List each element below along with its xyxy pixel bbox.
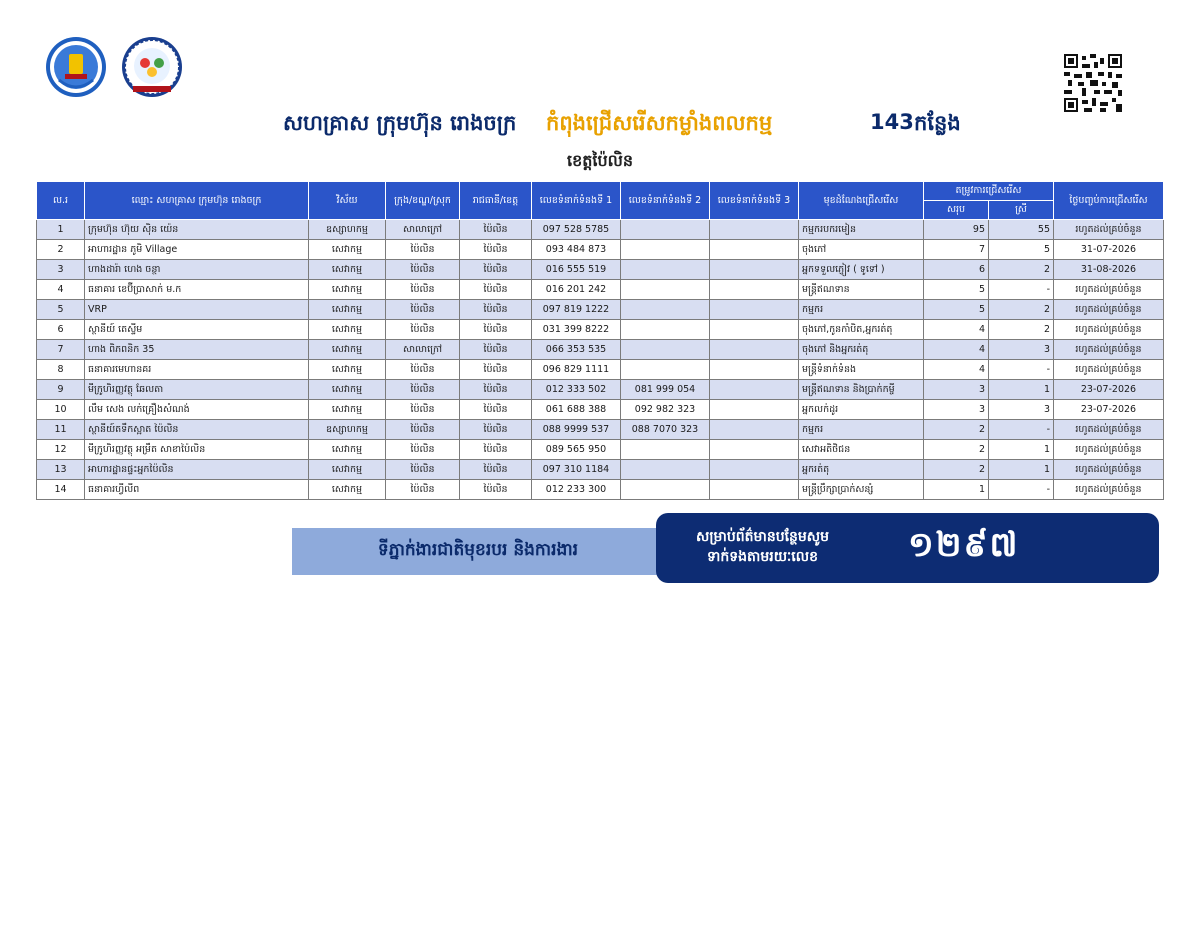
cell-position: សេវាអតិថិជន: [799, 440, 924, 460]
cell-no: 8: [37, 360, 85, 380]
cell-province: ប៉ៃលិន: [460, 400, 532, 420]
table-row: [37, 240, 1164, 260]
hiring-title: កំពុងជ្រើសរើសកម្លាំងពលកម្ម: [546, 111, 773, 135]
cell-company: ធនាគារ ខេប៊ីប្រាសាក់ ម.ក: [85, 280, 309, 300]
cell-female: 3: [989, 340, 1054, 360]
cell-district: ប៉ៃលិន: [386, 380, 460, 400]
cell-phone1: 012 233 300: [532, 480, 621, 500]
cell-position: អ្នកលក់ដូរ: [799, 400, 924, 420]
cell-phone3: [710, 440, 799, 460]
cell-phone3: [710, 360, 799, 380]
cell-province: ប៉ៃលិន: [460, 480, 532, 500]
cell-company: ហាង ពិភពនិក 35: [85, 340, 309, 360]
info-line-1: សម្រាប់ព័ត៌មានបន្ថែមសូម: [696, 529, 830, 545]
cell-province: ប៉ៃលិន: [460, 300, 532, 320]
cell-sector: សេវាកម្ម: [309, 380, 386, 400]
cell-sector: សេវាកម្ម: [309, 300, 386, 320]
cell-female: 55: [989, 220, 1054, 240]
cell-phone3: [710, 480, 799, 500]
cell-no: 3: [37, 260, 85, 280]
cell-total: 5: [924, 300, 989, 320]
cell-phone1: 093 484 873: [532, 240, 621, 260]
cell-no: 9: [37, 380, 85, 400]
qr-code-icon: [1064, 54, 1122, 112]
cell-sector: សេវាកម្ម: [309, 400, 386, 420]
col-position-header: មុខដំណែងជ្រើសរើស: [799, 182, 924, 220]
province-subtitle: ខេត្តប៉ៃលិន: [566, 151, 633, 170]
cell-district: ប៉ៃលិន: [386, 400, 460, 420]
cell-district: ប៉ៃលិន: [386, 300, 460, 320]
cell-position: កម្មករបករមៀន: [799, 220, 924, 240]
cell-total: 7: [924, 240, 989, 260]
col-phone1-header: លេខទំនាក់ទំនងទី 1: [532, 182, 621, 220]
cell-district: ប៉ៃលិន: [386, 460, 460, 480]
cell-phone2: [621, 240, 710, 260]
cell-province: ប៉ៃលិន: [460, 460, 532, 480]
cell-phone3: [710, 340, 799, 360]
cell-company: អាហារដ្ឋានផ្ទះអ្នកប៉ៃលិន: [85, 460, 309, 480]
table-row: [37, 420, 1164, 440]
col-phone2-header: លេខទំនាក់ទំនងទី 2: [621, 182, 710, 220]
cell-province: ប៉ៃលិន: [460, 240, 532, 260]
cell-deadline: រហូតដល់គ្រប់ចំនួន: [1054, 340, 1164, 360]
cell-no: 10: [37, 400, 85, 420]
cell-sector: សេវាកម្ម: [309, 320, 386, 340]
cell-phone3: [710, 420, 799, 440]
cell-district: ប៉ៃលិន: [386, 240, 460, 260]
cell-phone1: 088 9999 537: [532, 420, 621, 440]
cell-district: ប៉ៃលិន: [386, 420, 460, 440]
cell-phone2: 081 999 054: [621, 380, 710, 400]
cell-female: 1: [989, 380, 1054, 400]
hotline-number: ១២៩៧: [908, 525, 1020, 565]
cell-phone2: [621, 280, 710, 300]
cell-position: កម្មករ: [799, 420, 924, 440]
cell-district: ប៉ៃលិន: [386, 360, 460, 380]
positions-count: 143: [870, 110, 914, 134]
cell-deadline: រហូតដល់គ្រប់ចំនួន: [1054, 460, 1164, 480]
cell-no: 6: [37, 320, 85, 340]
cell-deadline: 31-08-2026: [1054, 260, 1164, 280]
table-row: [37, 260, 1164, 280]
cell-deadline: 23-07-2026: [1054, 380, 1164, 400]
cell-total: 4: [924, 360, 989, 380]
cell-company: ហាងដារ៉ា ហេង ចន្ថា: [85, 260, 309, 280]
col-need-group-header: តម្រូវការជ្រើសរើស: [924, 182, 1054, 201]
cell-female: -: [989, 420, 1054, 440]
cell-no: 1: [37, 220, 85, 240]
cell-female: 5: [989, 240, 1054, 260]
cell-phone3: [710, 300, 799, 320]
cell-district: ប៉ៃលិន: [386, 320, 460, 340]
cell-phone2: [621, 360, 710, 380]
cell-phone2: [621, 460, 710, 480]
col-phone3-header: លេខទំនាក់ទំនងទី 3: [710, 182, 799, 220]
cell-female: -: [989, 280, 1054, 300]
cell-district: ប៉ៃលិន: [386, 480, 460, 500]
cell-company: មីក្រូហិរញ្ញវត្ថុ អម្រឹត សាខាប៉ៃលិន: [85, 440, 309, 460]
cell-phone3: [710, 280, 799, 300]
table-row: [37, 460, 1164, 480]
cell-female: -: [989, 360, 1054, 380]
cell-district: សាលាក្រៅ: [386, 220, 460, 240]
cell-district: ប៉ៃលិន: [386, 260, 460, 280]
cell-total: 6: [924, 260, 989, 280]
cell-province: ប៉ៃលិន: [460, 320, 532, 340]
table-row: [37, 480, 1164, 500]
cell-total: 2: [924, 440, 989, 460]
cell-deadline: រហូតដល់គ្រប់ចំនួន: [1054, 300, 1164, 320]
jobs-table: [36, 181, 1164, 500]
cell-phone3: [710, 240, 799, 260]
cell-sector: សេវាកម្ម: [309, 440, 386, 460]
cell-district: ប៉ៃលិន: [386, 440, 460, 460]
cell-phone2: [621, 340, 710, 360]
cell-phone1: 016 201 242: [532, 280, 621, 300]
cell-total: 1: [924, 480, 989, 500]
table-row: [37, 220, 1164, 240]
table-row: [37, 320, 1164, 340]
col-province-header: រាជធានី/ខេត្ត: [460, 182, 532, 220]
cell-phone3: [710, 380, 799, 400]
cell-province: ប៉ៃលិន: [460, 280, 532, 300]
cell-company: ក្រុមហ៊ុន ហ៊ុយ ស៊ិន យ៉េន: [85, 220, 309, 240]
cell-phone1: 097 819 1222: [532, 300, 621, 320]
cell-company: ស្ថានីយ៍តទឹកស្អាត ប៉ៃលិន: [85, 420, 309, 440]
col-no-header: ល.រ: [37, 182, 85, 220]
col-deadline-header: ថ្ងៃបញ្ចប់ការជ្រើសរើស: [1054, 182, 1164, 220]
col-sector-header: វិស័យ: [309, 182, 386, 220]
cell-company: អាហារដ្ឋាន ភូមិ Village: [85, 240, 309, 260]
positions-unit: កន្លែង: [914, 111, 961, 135]
cell-company: ធនាគារមេហានគរ: [85, 360, 309, 380]
table-row: [37, 300, 1164, 320]
cell-phone2: [621, 300, 710, 320]
cell-phone3: [710, 320, 799, 340]
cell-phone1: 097 310 1184: [532, 460, 621, 480]
table-row: [37, 360, 1164, 380]
cell-deadline: រហូតដល់គ្រប់ចំនួន: [1054, 220, 1164, 240]
cell-company: មីក្រូហិរញ្ញវត្ថុ ឆែលតា: [85, 380, 309, 400]
cell-phone1: 097 528 5785: [532, 220, 621, 240]
cell-phone1: 096 829 1111: [532, 360, 621, 380]
info-text: [696, 527, 829, 567]
cell-female: 1: [989, 460, 1054, 480]
cell-phone3: [710, 460, 799, 480]
cell-no: 7: [37, 340, 85, 360]
cell-sector: សេវាកម្ម: [309, 460, 386, 480]
cell-position: កម្មករ: [799, 300, 924, 320]
cell-phone1: 012 333 502: [532, 380, 621, 400]
cell-no: 2: [37, 240, 85, 260]
table-row: [37, 440, 1164, 460]
cell-sector: សេវាកម្ម: [309, 240, 386, 260]
cell-female: 2: [989, 300, 1054, 320]
cell-sector: សេវាកម្ម: [309, 340, 386, 360]
cell-phone1: 016 555 519: [532, 260, 621, 280]
cell-female: 3: [989, 400, 1054, 420]
cell-position: មន្ត្រីឥណទាន និងប្រាក់កម្ចី: [799, 380, 924, 400]
cell-sector: សេវាកម្ម: [309, 360, 386, 380]
table-row: [37, 380, 1164, 400]
cell-sector: សេវាកម្ម: [309, 280, 386, 300]
cell-total: 5: [924, 280, 989, 300]
cell-phone2: 088 7070 323: [621, 420, 710, 440]
cell-no: 11: [37, 420, 85, 440]
cell-phone3: [710, 220, 799, 240]
cell-sector: សេវាកម្ម: [309, 260, 386, 280]
cell-no: 4: [37, 280, 85, 300]
cell-no: 14: [37, 480, 85, 500]
cell-phone2: [621, 320, 710, 340]
cell-deadline: រហូតដល់គ្រប់ចំនួន: [1054, 420, 1164, 440]
cell-position: ចុងភៅ និងអ្នករត់តុ: [799, 340, 924, 360]
info-line-2: ទាក់ទងតាមរយៈលេខ: [707, 549, 818, 565]
cell-phone2: 092 982 323: [621, 400, 710, 420]
org-types-title: សហគ្រាស ក្រុមហ៊ុន រោងចក្រ: [283, 111, 517, 135]
cell-province: ប៉ៃលិន: [460, 420, 532, 440]
cell-province: ប៉ៃលិន: [460, 260, 532, 280]
table-row: [37, 340, 1164, 360]
cell-district: ប៉ៃលិន: [386, 280, 460, 300]
cell-phone1: 031 399 8222: [532, 320, 621, 340]
cell-no: 5: [37, 300, 85, 320]
col-district-header: ក្រុង/ខណ្ឌ/ស្រុក: [386, 182, 460, 220]
cell-position: អ្នករត់តុ: [799, 460, 924, 480]
cell-total: 4: [924, 340, 989, 360]
cell-company: ធនាគារហ្វីលីព: [85, 480, 309, 500]
ministry-emblem-logo: [45, 36, 107, 98]
ministry-label: ទីភ្នាក់ងារជាតិមុខរបរ និងការងារ: [292, 528, 664, 575]
table-row: [37, 280, 1164, 300]
cell-phone1: 066 353 535: [532, 340, 621, 360]
cell-deadline: 31-07-2026: [1054, 240, 1164, 260]
cell-company: VRP: [85, 300, 309, 320]
cell-position: អ្នកទទួលភ្ញៀវ ( ទូទៅ ): [799, 260, 924, 280]
cell-company: លឹម សេង លក់គ្រឿងសំណង់: [85, 400, 309, 420]
cell-female: 1: [989, 440, 1054, 460]
cell-sector: ឧស្សាហកម្ម: [309, 220, 386, 240]
cell-female: -: [989, 480, 1054, 500]
cell-phone1: 061 688 388: [532, 400, 621, 420]
cell-sector: សេវាកម្ម: [309, 480, 386, 500]
cell-province: ប៉ៃលិន: [460, 380, 532, 400]
cell-total: 3: [924, 380, 989, 400]
cell-deadline: រហូតដល់គ្រប់ចំនួន: [1054, 360, 1164, 380]
info-box: [656, 513, 1159, 583]
cell-deadline: រហូតដល់គ្រប់ចំនួន: [1054, 320, 1164, 340]
cell-province: ប៉ៃលិន: [460, 220, 532, 240]
cell-phone2: [621, 480, 710, 500]
table-row: [37, 400, 1164, 420]
cell-position: មន្ត្រីឥណទាន: [799, 280, 924, 300]
cell-no: 13: [37, 460, 85, 480]
cell-province: ប៉ៃលិន: [460, 440, 532, 460]
cell-phone3: [710, 260, 799, 280]
cell-total: 2: [924, 460, 989, 480]
cell-female: 2: [989, 260, 1054, 280]
cell-phone1: 089 565 950: [532, 440, 621, 460]
cell-district: សាលាក្រៅ: [386, 340, 460, 360]
cell-position: មន្ត្រីប្រឹក្សាប្រាក់សន្សំ: [799, 480, 924, 500]
col-company-header: ឈ្មោះ សហគ្រាស ក្រុមហ៊ុន រោងចក្រ: [85, 182, 309, 220]
cell-phone2: [621, 220, 710, 240]
cell-deadline: រហូតដល់គ្រប់ចំនួន: [1054, 280, 1164, 300]
headline: [0, 110, 1200, 142]
cell-province: ប៉ៃលិន: [460, 360, 532, 380]
cell-phone2: [621, 260, 710, 280]
cell-position: មន្ត្រីទំនាក់ទំនង: [799, 360, 924, 380]
cell-total: 3: [924, 400, 989, 420]
cell-phone3: [710, 400, 799, 420]
nea-emblem-logo: [121, 36, 183, 98]
cell-position: ចុងភៅ,កូនកាំបិត,អ្នករត់តុ: [799, 320, 924, 340]
cell-position: ចុងភៅ: [799, 240, 924, 260]
cell-total: 95: [924, 220, 989, 240]
cell-female: 2: [989, 320, 1054, 340]
cell-total: 2: [924, 420, 989, 440]
cell-deadline: រហូតដល់គ្រប់ចំនួន: [1054, 440, 1164, 460]
cell-deadline: 23-07-2026: [1054, 400, 1164, 420]
col-total-header: សរុប: [924, 201, 989, 220]
col-female-header: ស្រី: [989, 201, 1054, 220]
cell-total: 4: [924, 320, 989, 340]
cell-deadline: រហូតដល់គ្រប់ចំនួន: [1054, 480, 1164, 500]
cell-no: 12: [37, 440, 85, 460]
cell-phone2: [621, 440, 710, 460]
cell-province: ប៉ៃលិន: [460, 340, 532, 360]
cell-company: ស្ថានីយ៍ តេស្ទីម: [85, 320, 309, 340]
cell-sector: ឧស្សាហកម្ម: [309, 420, 386, 440]
